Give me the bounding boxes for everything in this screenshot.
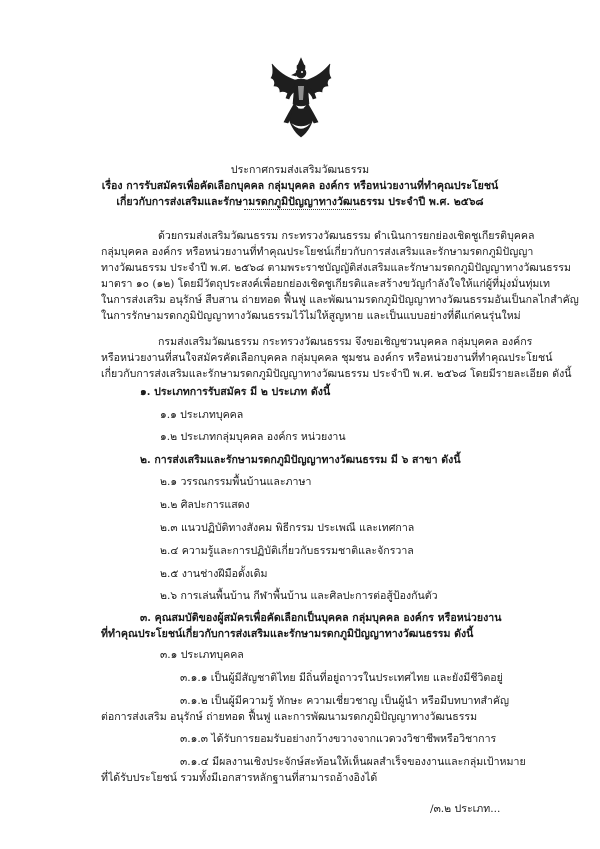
section-3-subheading: ๓.๑ ประเภทบุคคล (160, 649, 244, 661)
section-2-item: ๒.๖ การเล่นพื้นบ้าน กีฬาพื้นบ้าน และศิลปะการต่อสู้ป้องกันตัว (160, 590, 438, 602)
subject-line-1: เรื่อง การรับสมัครเพื่อคัดเลือกบุคคล กลุ่มบุคคล องค์กร หรือหน่วยงานที่ทำคุณประโยชน์ (101, 180, 499, 192)
section-1-item: ๑.๒ ประเภทกลุ่มบุคคล องค์กร หน่วยงาน (160, 431, 346, 443)
paragraph-2-line: เกี่ยวกับการส่งเสริมและรักษามรดกภูมิปัญญาทางวัฒนธรรม ประจำปี พ.ศ. ๒๕๖๘ โดยมีรายละเอียด ดังนี้ (101, 368, 572, 380)
section-3-item: ๓.๑.๑ เป็นผู้มีสัญชาติไทย มีถิ่นที่อยู่ถาวรในประเทศไทย และยังมีชีวิตอยู่ (180, 672, 503, 684)
section-2-item: ๒.๔ ความรู้และการปฏิบัติเกี่ยวกับธรรมชาติและจักรวาล (160, 545, 414, 557)
section-3-item-cont: ต่อการส่งเสริม อนุรักษ์ ถ่ายทอด ฟื้นฟู และการพัฒนามรดกภูมิปัญญาทางวัฒนธรรม (101, 711, 478, 723)
section-3-heading: ๓. คุณสมบัติของผู้สมัครเพื่อคัดเลือกเป็นบุคคล กลุ่มบุคคล องค์กร หรือหน่วยงาน (140, 612, 502, 624)
section-3-item: ๓.๑.๒ เป็นผู้มีความรู้ ทักษะ ความเชี่ยวชาญ เป็นผู้นำ หรือมีบทบาทสำคัญ (180, 695, 510, 707)
continuation-marker: /๓.๒ ประเภท... (430, 803, 501, 815)
paragraph-2-line: กรมส่งเสริมวัฒนธรรม กระทรวงวัฒนธรรม จึงขอเชิญชวนบุคคล กลุ่มบุคคล องค์กร (158, 336, 533, 348)
paragraph-1-line: ในการส่งเสริม อนุรักษ์ สืบสาน ถ่ายทอด ฟื้นฟู และพัฒนามรดกภูมิปัญญาทางวัฒนธรรมอันเป็นกลไกสำคัญ (101, 294, 579, 306)
garuda-emblem-icon (268, 56, 334, 138)
paragraph-1-line: มาตรา ๑๐ (๑๒) โดยมีวัตถุประสงค์เพื่อยกย่องเชิดชูเกียรติและสร้างขวัญกำลังใจให้แก่ผู้ที่มุ่งมั่นทุ่มเท (101, 278, 551, 290)
section-2-item: ๒.๑ วรรณกรรมพื้นบ้านและภาษา (160, 476, 312, 488)
section-3-item: ๓.๑.๔ มีผลงานเชิงประจักษ์สะท้อนให้เห็นผลสำเร็จของงานและกลุ่มเป้าหมาย (180, 756, 526, 768)
section-2-item: ๒.๒ ศิลปะการแสดง (160, 499, 250, 511)
subject-line-2: เกี่ยวกับการส่งเสริมและรักษามรดกภูมิปัญญาทางวัฒนธรรม ประจำปี พ.ศ. ๒๕๖๘ (116, 196, 484, 208)
paragraph-1-line: ในการรักษามรดกภูมิปัญญาทางวัฒนธรรมไว้ไม่ให้สูญหาย และเป็นแบบอย่างที่ดีแก่คนรุ่นใหม่ (101, 310, 521, 322)
section-1-item: ๑.๑ ประเภทบุคคล (160, 409, 244, 421)
paragraph-1-line: ด้วยกรมส่งเสริมวัฒนธรรม กระทรวงวัฒนธรรม ดำเนินการยกย่องเชิดชูเกียรติบุคคล (158, 230, 535, 242)
announcement-title: ประกาศกรมส่งเสริมวัฒนธรรม (230, 164, 370, 176)
section-3-item: ๓.๑.๓ ได้รับการยอมรับอย่างกว้างขวางจากแวดวงวิชาชีพหรือวิชาการ (180, 733, 497, 745)
section-2-item: ๒.๓ แนวปฏิบัติทางสังคม พิธีกรรม ประเพณี และเทศกาล (160, 522, 415, 534)
section-2-heading: ๒. การส่งเสริมและรักษามรดกภูมิปัญญาทางวัฒนธรรม มี ๖ สาขา ดังนี้ (140, 454, 461, 466)
paragraph-2-line: หรือหน่วยงานที่สนใจสมัครคัดเลือกบุคคล กลุ่มบุคคล ชุมชน องค์กร หรือหน่วยงานที่ทำคุณประโยชน์ (101, 352, 553, 364)
section-2-item: ๒.๕ งานช่างฝีมือดั้งเดิม (160, 568, 268, 580)
section-3-heading-cont: ที่ทำคุณประโยชน์เกี่ยวกับการส่งเสริมและรักษามรดกภูมิปัญญาทางวัฒนธรรม ดังนี้ (101, 628, 474, 640)
paragraph-1-line: กลุ่มบุคคล องค์กร หรือหน่วยงานที่ทำคุณประโยชน์เกี่ยวกับการส่งเสริมและรักษามรดกภูมิปัญญา (101, 246, 534, 258)
paragraph-1-line: ทางวัฒนธรรม ประจำปี พ.ศ. ๒๕๖๘ ตามพระราชบัญญัติส่งเสริมและรักษามรดกภูมิปัญญาทางวัฒนธรรม (101, 262, 571, 274)
section-3-item-cont: ที่ได้รับประโยชน์ รวมทั้งมีเอกสารหลักฐานที่สามารถอ้างอิงได้ (101, 772, 378, 784)
section-1-heading: ๑. ประเภทการรับสมัคร มี ๒ ประเภท ดังนี้ (140, 386, 331, 398)
separator-dots (244, 209, 356, 210)
